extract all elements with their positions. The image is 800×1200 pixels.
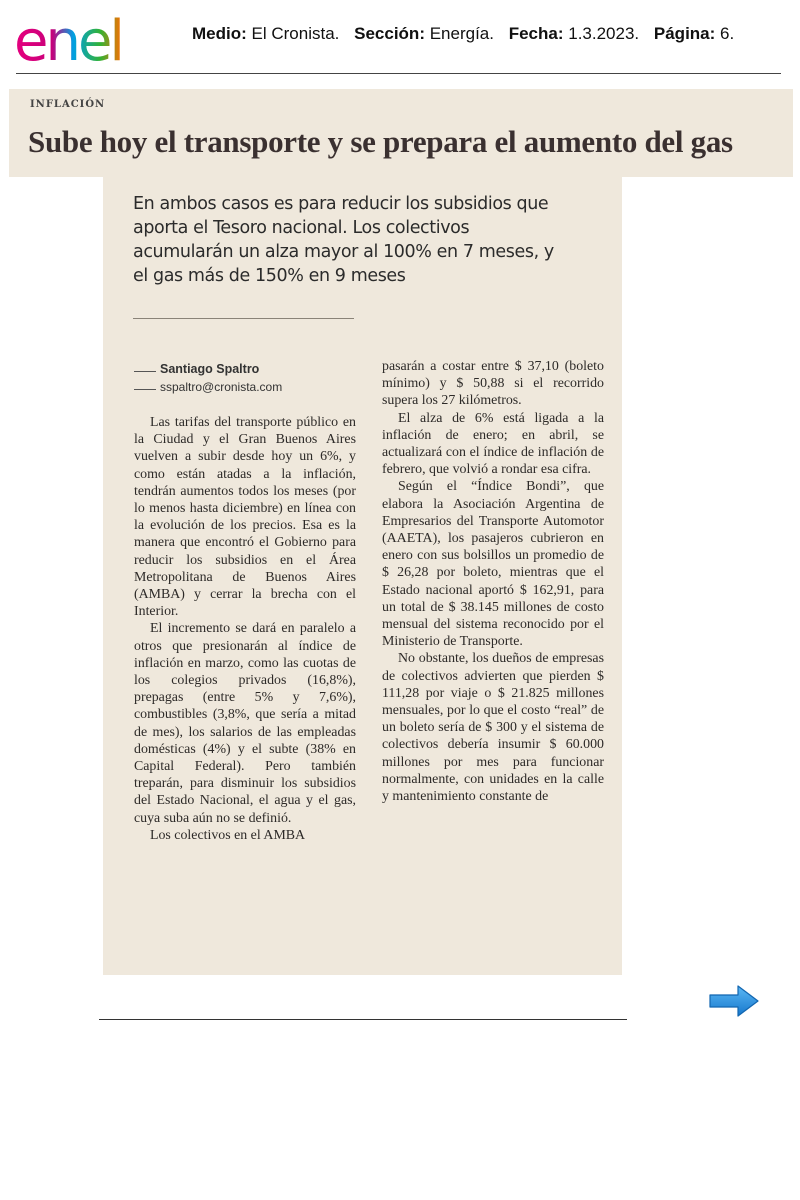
paragraph: Según el “Índice Bondi”, que elabora la Asociación Argentina de Empresarios del Transporte Automotor (AAETA), los pasajeros cubrieron en enero con sus bolsillos un promedio de $ 26,28 por boleto, mientras que el Estado nacional aportó $ 162,91, para un total de $ 38.145 millones de costo mensual del sistema reconocido por el Ministerio de Transporte. [382,479,604,650]
fecha-label: Fecha: [508,24,564,43]
byline-dash [134,389,156,390]
seccion-label: Sección: [354,24,425,43]
medio-value: El Cronista. [251,24,340,43]
footer-divider [99,1019,627,1020]
source-meta [192,24,734,44]
enel-logo [14,14,174,70]
byline-dash [134,371,156,372]
article-column-1 [134,414,356,844]
header-divider [16,73,781,74]
fecha-value: 1.3.2023. [568,24,640,43]
article-subhead: En ambos casos es para reducir los subsidios que aporta el Tesoro nacional. Los colectivos acumularán un alza mayor al 100% en 7 meses, y el gas más de 150% en 9 meses [133,194,554,286]
article-headline: Sube hoy el transporte y se prepara el aumento del gas [28,124,733,159]
paragraph: El alza de 6% está ligada a la inflación de enero; en abril, se actualizará con el índice de inflación de febrero, que volvió a rondar esa cifra. [382,410,604,478]
paragraph: Los colectivos en el AMBA [150,827,306,843]
paragraph: El incremento se dará en paralelo a otros que presionarán al índice de inflación en marzo, como las cuotas de los colegios privados (16,8%), prepagas (entre 5% y 7,6%), combustibles (3,8%, que sería a mitad de mes), los salarios de las empleadas domésticas (4%) y el subte (38% en Capital Federal). Pero también treparán, para disminuir los subsidios del Estado Nacional, el agua y el gas, cuya suba aún no se definió. [134,621,356,826]
section-kicker: INFLACIÓN [30,99,106,110]
article-column-2 [382,358,604,805]
arrow-right-icon[interactable] [708,984,760,1018]
paragraph: Las tarifas del transporte público en la Ciudad y el Gran Buenos Aires vuelven a subir desde hoy un 6%, y como están atadas a la inflación, tendrán aumentos todos los meses (por lo menos hasta diciembre) en línea con la evolución de los precios. Esa es la manera que encontró el Gobierno para reducir los subsidios en el Área Metropolitana de Buenos Aires (AMBA) y cerrar la brecha con el Interior. [134,415,356,620]
pagina-label: Página: [653,24,716,43]
svg-text:enel: enel [14,14,122,70]
paragraph: No obstante, los dueños de empresas de colectivos advierten que pierden $ 111,28 por viaje o $ 21.825 millones mensuales, por lo que el costo “real” de un boleto sería de $ 300 y el sistema de colectivos debería insumir $ 60.000 millones por mes para funcionar normalmente, con unidades en la calle y mantenimiento constante de [382,651,604,805]
subhead-divider [133,318,354,319]
seccion-value: Energía. [429,24,494,43]
medio-label: Medio: [192,24,247,43]
paragraph: pasarán a costar entre $ 37,10 (boleto mínimo) y $ 50,88 si el recorrido supera los 27 kilómetros. [382,359,604,409]
author-email: sspaltro@cronista.com [160,380,283,394]
author-name: Santiago Spaltro [160,362,260,376]
pagina-value: 6. [720,24,735,43]
